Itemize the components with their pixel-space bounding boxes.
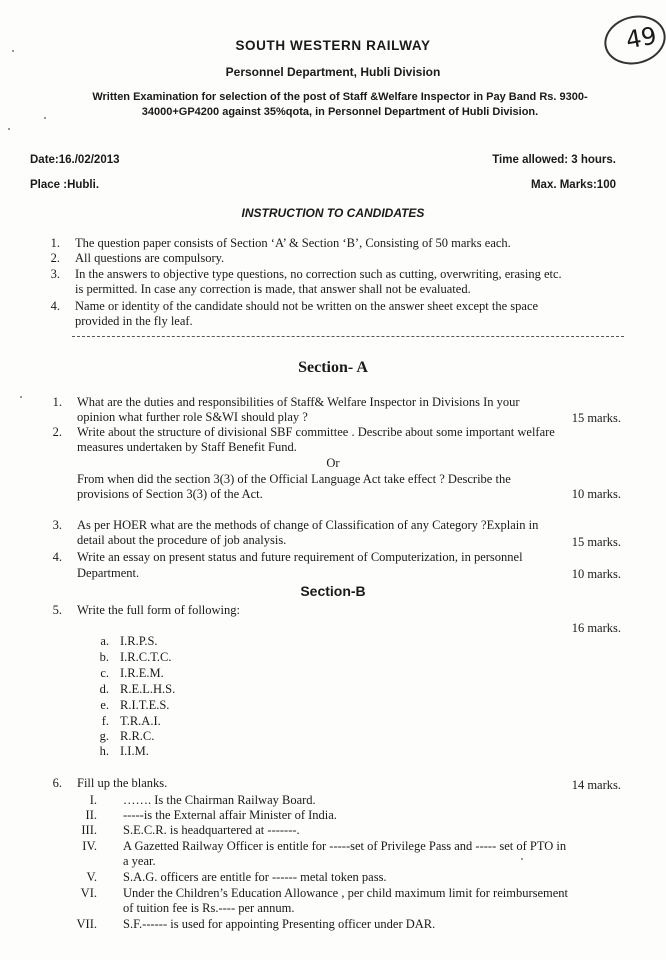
scan-speck bbox=[44, 117, 46, 119]
scan-speck bbox=[8, 128, 10, 130]
list-item: S.E.C.R. is headquartered at -------. bbox=[123, 823, 300, 837]
question-line: provisions of Section 3(3) of the Act. bbox=[77, 487, 263, 501]
scan-speck bbox=[20, 396, 22, 398]
max-marks: Max. Marks:100 bbox=[530, 179, 616, 191]
exam-description-line-2: 34000+GP4200 against 35%qota, in Personnel Department of Hubli Division. bbox=[141, 106, 539, 118]
question-marks: 15 marks. bbox=[571, 411, 621, 425]
instruction-line: Name or identity of the candidate should not be written on the answer sheet except the space bbox=[75, 299, 539, 313]
exam-date: Date:16./02/2013 bbox=[30, 154, 120, 166]
exam-description bbox=[30, 90, 650, 120]
list-item: R.I.T.E.S. bbox=[120, 698, 170, 712]
organization-title: SOUTH WESTERN RAILWAY bbox=[235, 38, 431, 53]
list-item-label: c. bbox=[100, 666, 109, 680]
section-b-title: Section-B bbox=[300, 583, 366, 599]
question-line: From when did the section 3(3) of the Official Language Act take effect ? Describe the bbox=[77, 472, 511, 486]
instruction-number: 4. bbox=[50, 299, 60, 313]
list-item: T.R.A.I. bbox=[120, 714, 161, 728]
question-number: 2. bbox=[52, 425, 62, 439]
list-item-label: VI. bbox=[80, 886, 97, 900]
question-number: 4. bbox=[52, 550, 62, 564]
list-item: R.R.C. bbox=[120, 729, 155, 743]
question-line: Write an essay on present status and future requirement of Computerization, in personnel bbox=[77, 550, 523, 564]
list-item: R.E.L.H.S. bbox=[120, 682, 176, 696]
scan-speck bbox=[12, 50, 14, 52]
list-item: I.I.M. bbox=[120, 744, 149, 758]
list-item-label: a. bbox=[100, 634, 109, 648]
list-item-label: IV. bbox=[82, 839, 97, 853]
list-item-label: VII. bbox=[76, 917, 97, 931]
question-line: opinion what further role S&WI should play ? bbox=[77, 410, 308, 424]
list-item: S.F.------ is used for appointing Presenting officer under DAR. bbox=[123, 917, 436, 931]
question-line: detail about the procedure of job analysis. bbox=[77, 533, 287, 547]
question-line: As per HOER what are the methods of change of Classification of any Category ?Explain in bbox=[77, 518, 539, 532]
list-item-label: e. bbox=[100, 698, 109, 712]
instruction-line: In the answers to objective type questions, no correction such as cutting, overwriting, erasing etc. bbox=[75, 267, 562, 281]
question-line: Department. bbox=[77, 566, 140, 580]
list-item: A Gazetted Railway Officer is entitle for -----set of Privilege Pass and ----- set of PTO in bbox=[123, 839, 567, 853]
instruction-line: All questions are compulsory. bbox=[75, 251, 225, 265]
list-item: I.R.P.S. bbox=[120, 634, 158, 648]
question-line: Write the full form of following: bbox=[77, 603, 241, 617]
instruction-line: The question paper consists of Section ‘A’ & Section ‘B’, Consisting of 50 marks each. bbox=[75, 236, 511, 250]
question-number: 6. bbox=[52, 776, 62, 790]
list-item-label: g. bbox=[99, 729, 109, 743]
question-marks: 10 marks. bbox=[571, 487, 621, 501]
list-item: ……. Is the Chairman Railway Board. bbox=[123, 793, 316, 807]
question-marks: 10 marks. bbox=[571, 567, 621, 581]
question-line: What are the duties and responsibilities of Staff& Welfare Inspector in Divisions In your bbox=[77, 395, 520, 409]
list-item: of tuition fee is Rs.---- per annum. bbox=[123, 901, 295, 915]
exam-place: Place :Hubli. bbox=[30, 179, 100, 191]
department-title: Personnel Department, Hubli Division bbox=[225, 65, 441, 79]
instruction-line: is permitted. In case any correction is made, that answer shall not be evaluated. bbox=[75, 282, 471, 296]
time-allowed: Time allowed: 3 hours. bbox=[492, 154, 616, 166]
list-item-label: f. bbox=[101, 714, 109, 728]
list-item-label: III. bbox=[81, 823, 97, 837]
list-item: I.R.E.M. bbox=[120, 666, 164, 680]
question-marks: 14 marks. bbox=[571, 778, 621, 792]
divider bbox=[72, 336, 624, 337]
list-item: a year. bbox=[123, 854, 156, 868]
instruction-number: 1. bbox=[50, 236, 60, 250]
question-marks: 15 marks. bbox=[571, 535, 621, 549]
question-number: 5. bbox=[52, 603, 62, 617]
list-item-label: V. bbox=[86, 870, 97, 884]
section-a-title: Section- A bbox=[298, 359, 368, 376]
list-item: S.A.G. officers are entitle for ------ metal token pass. bbox=[123, 870, 387, 884]
exam-description-line-1: Written Examination for selection of the post of Staff &Welfare Inspector in Pay Band Rs. 9300- bbox=[92, 91, 588, 103]
question-line: Fill up the blanks. bbox=[77, 776, 168, 790]
list-item: Under the Children’s Education Allowance , per child maximum limit for reimbursement bbox=[123, 886, 569, 900]
list-item-label: b. bbox=[99, 650, 109, 664]
list-item-label: h. bbox=[99, 744, 109, 758]
list-item-label: I. bbox=[89, 793, 97, 807]
list-item: I.R.C.T.C. bbox=[120, 650, 172, 664]
question-line: Write about the structure of divisional SBF committee . Describe about some important welfare bbox=[77, 425, 555, 439]
instruction-line: provided in the fly leaf. bbox=[75, 314, 193, 328]
question-line: measures undertaken by Staff Benefit Fund. bbox=[77, 440, 297, 454]
or-separator: Or bbox=[326, 456, 340, 470]
list-item-label: II. bbox=[85, 808, 97, 822]
question-number: 1. bbox=[52, 395, 62, 409]
list-item-label: d. bbox=[99, 682, 109, 696]
question-marks: 16 marks. bbox=[571, 621, 621, 635]
handwritten-annotation: 49 bbox=[623, 21, 659, 55]
list-item: -----is the External affair Minister of India. bbox=[123, 808, 337, 822]
instruction-number: 2. bbox=[50, 251, 60, 265]
instructions-title: INSTRUCTION TO CANDIDATES bbox=[241, 206, 425, 220]
question-number: 3. bbox=[52, 518, 62, 532]
instruction-number: 3. bbox=[50, 267, 60, 281]
scan-speck bbox=[521, 858, 523, 860]
